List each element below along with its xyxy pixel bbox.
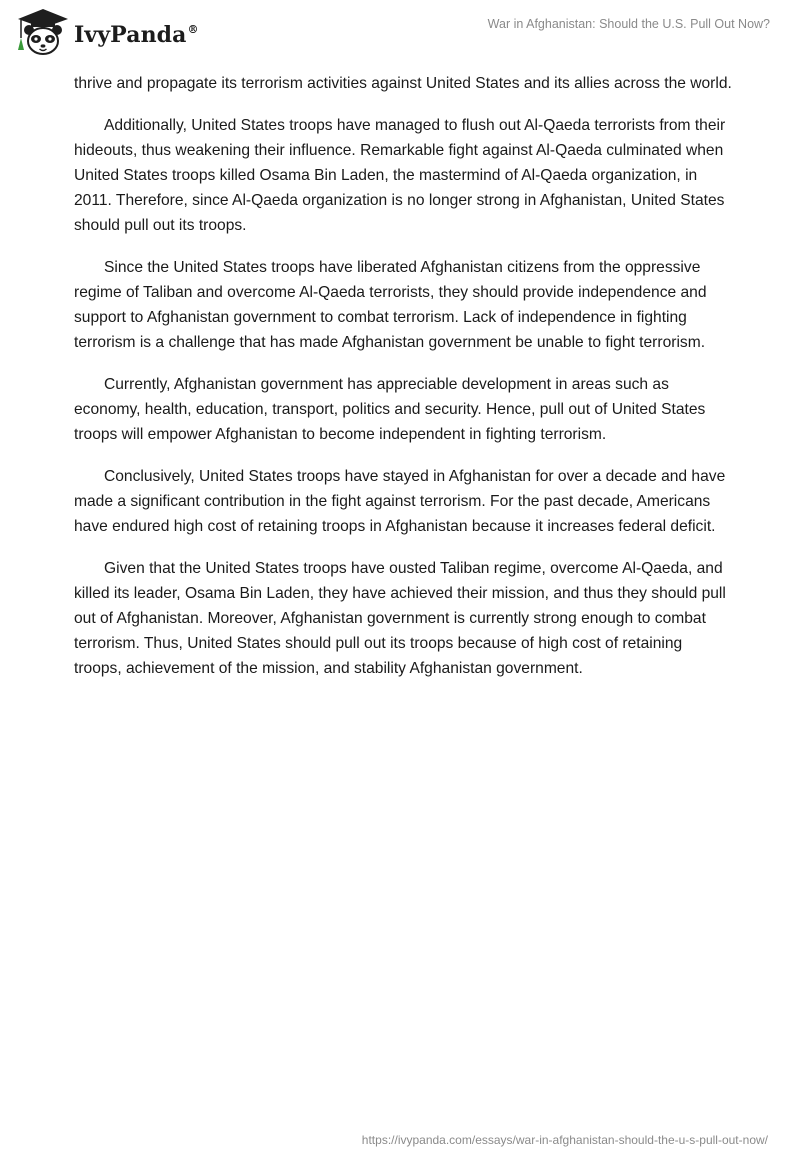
paragraph-continuation: thrive and propagate its terrorism activities against United States and its allies across the world.: [74, 75, 732, 92]
panda-graduate-icon: [14, 8, 72, 58]
document-title: War in Afghanistan: Should the U.S. Pull Out Now?: [487, 17, 770, 31]
source-url-link[interactable]: https://ivypanda.com/essays/war-in-afghanistan-should-the-u-s-pull-out-now/: [361, 1133, 768, 1147]
paragraph: Currently, Afghanistan government has appreciable development in areas such as economy, health, education, transport, politics and security. Hence, pull out of United States troops will empower Afghanistan to become independent in fighting terrorism.: [74, 376, 706, 443]
essay-body: [74, 71, 734, 698]
paragraph: Additionally, United States troops have managed to flush out Al-Qaeda terrorists from their hideouts, thus weakening their influence. Remarkable fight against Al-Qaeda culminated when United States troops killed Osama Bin Laden, the mastermind of Al-Qaeda organization, in 2011. Therefore, since Al-Qaeda organization is no longer strong in Afghanistan, United States should pull out its troops.: [74, 117, 726, 234]
brand-name: IvyPanda®: [74, 22, 199, 48]
paragraph: Given that the United States troops have ousted Taliban regime, overcome Al-Qaeda, and killed its leader, Osama Bin Laden, they have achieved their mission, and thus they should pull out of Afghanistan. Moreover, Afghanistan government is currently strong enough to combat terrorism. Thus, United States should pull out its troops because of high cost of retaining troops, achievement of the mission, and stability Afghanistan government.: [74, 560, 726, 677]
page-header: [0, 0, 800, 72]
ivypanda-logo[interactable]: [14, 8, 199, 58]
paragraph: Conclusively, United States troops have stayed in Afghanistan for over a decade and have made a significant contribution in the fight against terrorism. For the past decade, Americans have endured high cost of retaining troops in Afghanistan because it increases federal deficit.: [74, 468, 726, 535]
paragraph: Since the United States troops have liberated Afghanistan citizens from the oppressive regime of Taliban and overcome Al-Qaeda terrorists, they should provide independence and support to Afghanistan government to combat terrorism. Lack of independence in fighting terrorism is a challenge that has made Afghanistan government be unable to fight terrorism.: [74, 259, 707, 351]
registered-mark: ®: [187, 23, 199, 36]
